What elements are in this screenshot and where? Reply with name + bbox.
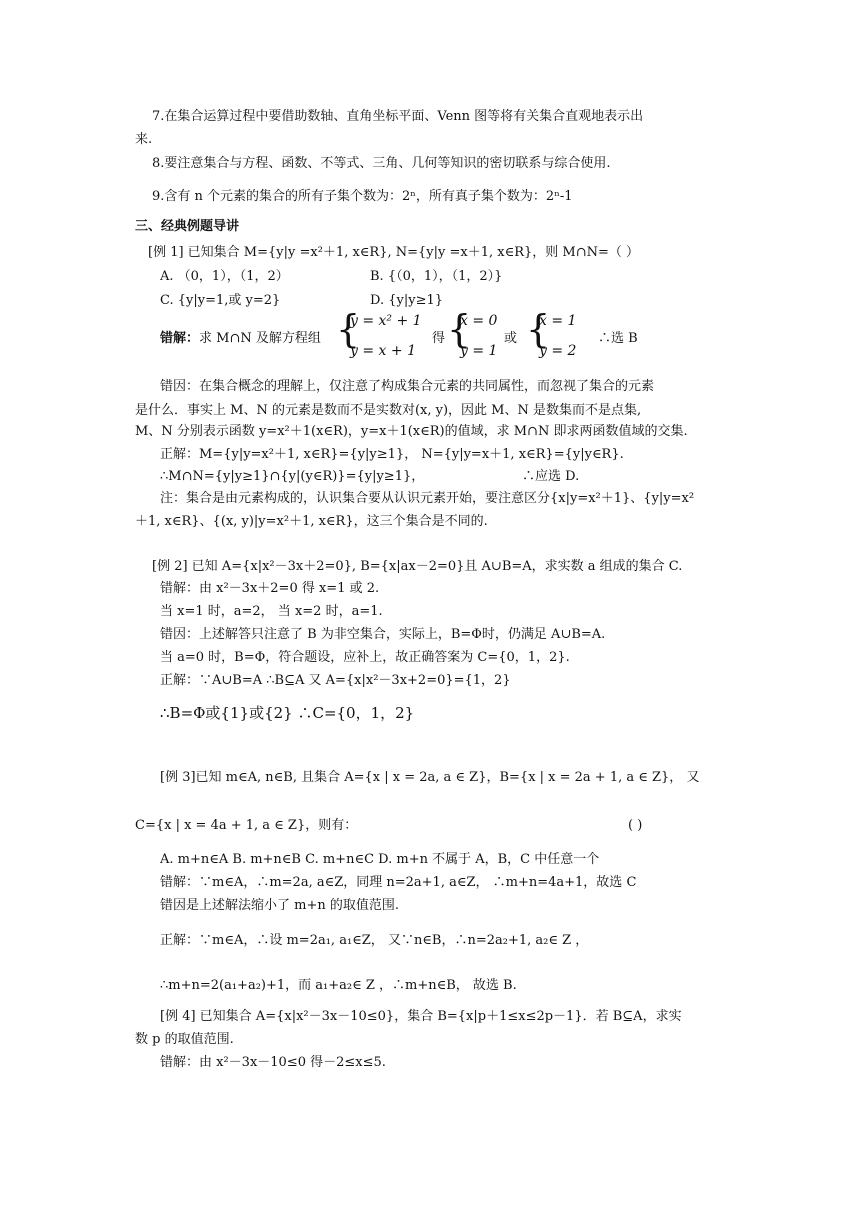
system1-eq2: y = x + 1 [350,343,416,359]
ex2-line2: 当 x=1 时，a=2， 当 x=2 时，a=1. [160,604,383,619]
ex3-answer-paren: ( ) [628,818,643,833]
ex4-wrong-line1: 错解：由 x²－3x－10≤0 得－2≤x≤5. [160,1055,386,1070]
brace-3: { [526,307,551,351]
system1-eq1: y = x² + 1 [350,313,422,329]
system2-eq1: x = 0 [460,313,498,329]
ex3-question-line1: [例 3]已知 m∈A, n∈B, 且集合 A={x | x = 2a, a ∈ Z}，B={x | x = 2a + 1, a ∈ Z}， 又 [160,770,700,785]
brace-2: { [447,307,472,351]
ex1-note-line1: 注：集合是由元素构成的，认识集合要从认识元素开始，要注意区分{x|y=x²＋1}、{y|y=x² [160,491,695,506]
ex3-wrong-line1: 错解：∵m∈A，∴m=2a, a∈Z，同理 n=2a+1, a∈Z， ∴m+n=4a+1，故选 C [160,875,637,890]
paragraph-7-line1: 7.在集合运算过程中要借助数轴、直角坐标平面、Venn 图等将有关集合直观地表示出 [152,109,644,124]
paragraph-7-line2: 来. [135,132,153,147]
ex1-cause-line2: 是什么．事实上 M、N 的元素是数而不是实数对(x, y)，因此 M、N 是数集而不是点集, [135,403,642,418]
ex1-wrong-line [160,330,321,348]
ex1-solution-line1: 正解：M={y|y=x²＋1, x∈R}={y|y≥1}， N={y|y=x＋1, x∈R}={y|y∈R}. [160,447,624,462]
ex2-line4: 当 a=0 时，B=Φ，符合题设，应补上，故正确答案为 C={0，1，2}. [160,650,570,665]
ex1-cause-line1: 错因：在集合概念的理解上，仅注意了构成集合元素的共同属性，而忽视了集合的元素 [160,379,655,394]
wrong-label: 错解： [160,331,200,346]
word-huo: 或 [504,331,518,346]
ex1-cause-line3: M、N 分别表示函数 y=x²＋1(x∈R)，y=x＋1(x∈R)的值域，求 M∩N 即求两函数值域的交集. [135,424,688,439]
word-de: 得 [432,331,446,346]
ex2-question: [例 2] 已知 A={x|x²－3x＋2=0}, B={x|ax－2=0}且 A∪B=A，求实数 a 组成的集合 C. [152,559,683,574]
ex3-solution-line1: 正解：∵m∈A，∴设 m=2a₁, a₁∈Z， 又∵n∈B，∴n=2a₂+1, a₂∈ Z ， [160,933,589,948]
ex3-question-line2: C={x | x = 4a + 1, a ∈ Z}，则有： [135,818,358,833]
ex1-note-line2: ＋1, x∈R}、{(x, y)|y=x²＋1, x∈R}，这三个集合是不同的. [135,514,488,529]
ex2-line3: 错因：上述解答只注意了 B 为非空集合，实际上，B=Φ时，仍满足 A∪B=A. [160,627,606,642]
section-title: 三、经典例题导讲 [135,219,240,234]
paragraph-9: 9.含有 n 个元素的集合的所有子集个数为：2ⁿ，所有真子集个数为：2ⁿ-1 [152,189,573,204]
system2-eq2: y = 1 [460,343,498,359]
brace-1: { [336,307,361,351]
ex1-option-b: B. {（0，1），（1，2）} [370,269,503,284]
ex1-solution-line2: ∴M∩N={y|y≥1}∩{y|(y∈R)}={y|y≥1}， [160,469,425,484]
system3-eq1: x = 1 [539,313,577,329]
ex4-question-line2: 数 p 的取值范围. [135,1032,234,1047]
ex3-options: A. m+n∈A B. m+n∈B C. m+n∈C D. m+n 不属于 A，B，C 中任意一个 [160,852,600,867]
ex3-solution-line2: ∴m+n=2(a₁+a₂)+1，而 a₁+a₂∈ Z ，∴m+n∈B， 故选 B. [160,978,517,993]
ex3-wrong-line2: 错因是上述解法缩小了 m+n 的取值范围. [160,898,399,913]
ex2-line1: 错解：由 x²－3x＋2=0 得 x=1 或 2. [160,581,380,596]
ex2-line5: 正解：∵A∪B=A ∴B⊆A 又 A={x|x²－3x+2=0}={1，2} [160,673,511,688]
wrong-text: 求 M∩N 及解方程组 [199,331,321,346]
ex1-option-d: D. {y|y≥1} [370,293,443,308]
ex1-option-a: A. （0，1），（1，2） [160,269,289,284]
ex2-line6: ∴B=Φ或{1}或{2} ∴C={0，1，2} [160,704,415,722]
ex1-option-c: C. {y|y=1,或 y=2} [160,293,281,308]
ex4-question-line1: [例 4] 已知集合 A={x|x²－3x－10≤0}，集合 B={x|p＋1≤x≤2p－1}．若 B⊆A，求实 [160,1009,682,1024]
system3-eq2: y = 2 [539,343,577,359]
paragraph-8: 8.要注意集合与方程、函数、不等式、三角、几何等知识的密切联系与综合使用. [152,156,611,171]
ex1-question: [例 1] 已知集合 M={y|y =x²＋1, x∈R}, N={y|y =x＋1, x∈R}，则 M∩N=（ ） [148,245,639,260]
ex1-solution-choice: ∴应选 D. [522,469,580,484]
ex1-pick: ∴选 B [598,331,638,346]
